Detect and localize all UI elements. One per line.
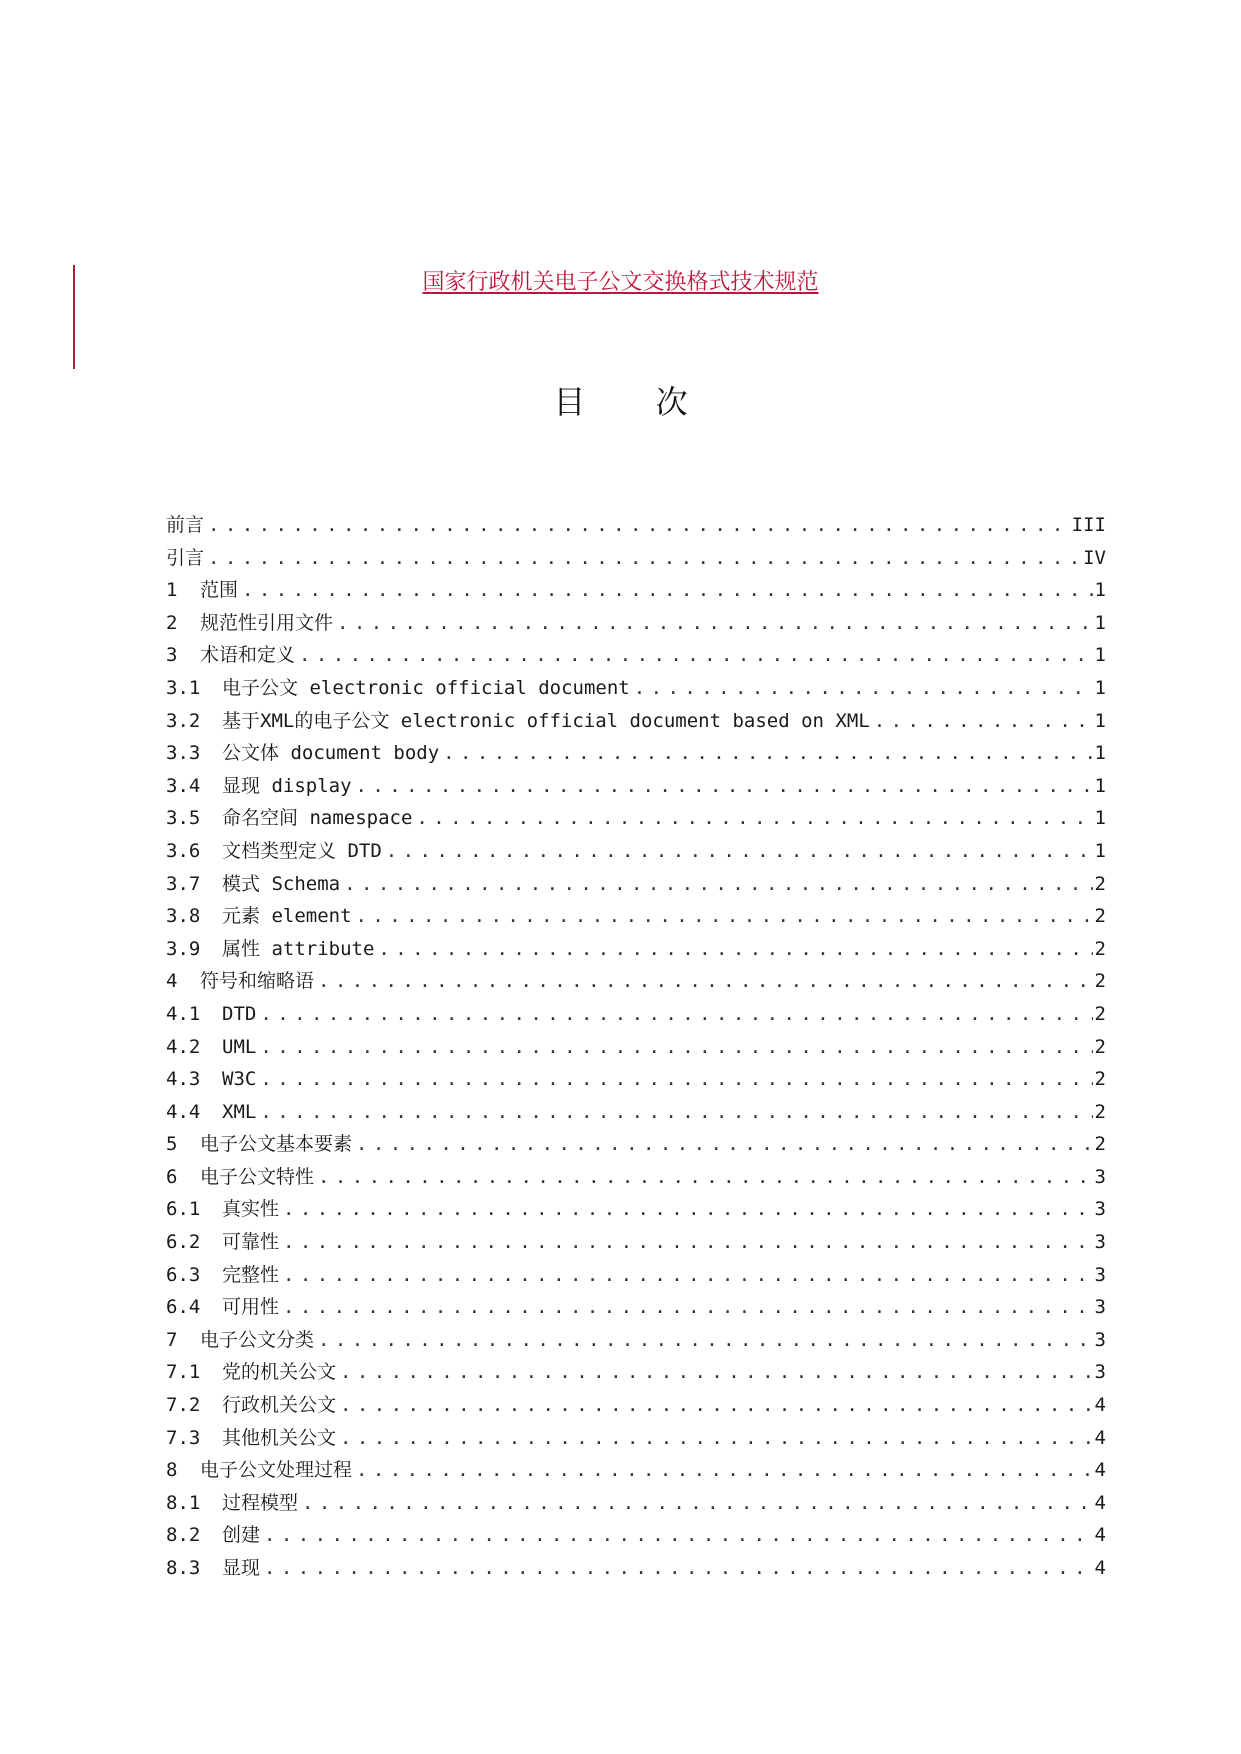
toc-dot-leader (318, 1161, 1093, 1194)
toc-entry[interactable] (166, 1291, 1106, 1324)
toc-dot-leader (340, 1422, 1093, 1455)
toc-entry-page-number: 2 (1094, 1035, 1106, 1058)
toc-entry-title: 引言 (166, 546, 205, 569)
toc-entry-number: 7.3 (166, 1426, 201, 1449)
toc-entry-page-number: 3 (1094, 1263, 1106, 1286)
toc-entry-title: UML (222, 1035, 257, 1058)
toc-dot-leader (260, 1063, 1092, 1096)
toc-entry[interactable] (166, 737, 1106, 770)
toc-entry-page-number: 1 (1094, 742, 1106, 765)
toc-entry[interactable] (166, 1422, 1106, 1455)
toc-entry-number: 5 (166, 1133, 178, 1156)
toc-dot-leader (208, 509, 1070, 542)
toc-entry[interactable] (166, 542, 1106, 575)
toc-entry-title: 符号和缩略语 (200, 970, 315, 993)
toc-entry-page-number: 1 (1094, 807, 1106, 830)
toc-entry-page-number: IV (1083, 546, 1106, 569)
toc-entry-number: 4.1 (166, 1002, 201, 1025)
toc-dot-leader (264, 1519, 1093, 1552)
toc-entry-number: 4.2 (166, 1035, 201, 1058)
toc-entry-page-number: 2 (1094, 1100, 1106, 1123)
toc-entry-number: 3.4 (166, 774, 201, 797)
toc-entry-title: 规范性引用文件 (200, 611, 334, 634)
toc-entry-page-number: 1 (1094, 676, 1106, 699)
toc-entry-number: 3.3 (166, 742, 201, 765)
toc-entry-title: 元素 element (222, 905, 352, 928)
toc-entry-title: 术语和定义 (200, 644, 296, 667)
toc-entry-title: 可靠性 (222, 1231, 280, 1254)
toc-entry-title: 前言 (166, 514, 205, 536)
toc-entry-number: 7.1 (166, 1361, 201, 1384)
toc-entry-page-number: 1 (1094, 774, 1106, 797)
toc-dot-leader (260, 998, 1092, 1031)
toc-entry-number: 6.4 (166, 1296, 201, 1319)
toc-entry-number: 3.9 (166, 937, 201, 960)
toc-entry-title: 其他机关公文 (222, 1426, 337, 1449)
toc-entry-number: 3.5 (166, 807, 201, 830)
toc-dot-leader (283, 1193, 1093, 1226)
toc-entry-number: 6.3 (166, 1263, 201, 1286)
toc-entry-page-number: 3 (1094, 1231, 1106, 1254)
toc-entry-number: 3.2 (166, 709, 201, 732)
toc-entry-title: 文档类型定义 DTD (222, 839, 382, 862)
toc-entry[interactable] (166, 802, 1106, 835)
toc-entry-title: 公文体 document body (222, 742, 440, 765)
toc-entry-page-number: 4 (1094, 1491, 1106, 1514)
toc-entry[interactable] (166, 1031, 1106, 1064)
toc-entry[interactable] (166, 900, 1106, 933)
toc-entry-title: 显现 display (222, 774, 352, 797)
toc-dot-leader (283, 1226, 1093, 1259)
toc-entry[interactable] (166, 705, 1106, 738)
toc-entry-page-number: 2 (1094, 970, 1106, 993)
toc-entry-number: 7 (166, 1328, 178, 1351)
toc-entry-title: 电子公文基本要素 (200, 1133, 353, 1156)
toc-entry[interactable] (166, 1193, 1106, 1226)
toc-entry-title: 范围 (200, 579, 239, 602)
toc-entry-page-number: 4 (1094, 1426, 1106, 1449)
toc-entry-page-number: 4 (1094, 1394, 1106, 1417)
toc-entry[interactable] (166, 1552, 1106, 1585)
toc-entry[interactable] (166, 835, 1106, 868)
toc-entry[interactable] (166, 1096, 1106, 1129)
toc-entry[interactable] (166, 770, 1106, 803)
toc-entry-page-number: 3 (1094, 1198, 1106, 1221)
toc-dot-leader (634, 672, 1093, 705)
toc-dot-leader (443, 737, 1092, 770)
toc-entry-page-number: 3 (1094, 1296, 1106, 1319)
toc-entry-title: 电子公文 electronic official document (222, 676, 630, 699)
toc-entry-number: 8.3 (166, 1557, 201, 1579)
toc-entry[interactable] (166, 965, 1106, 998)
toc-entry-number: 3.7 (166, 872, 201, 895)
toc-entry-number: 3.1 (166, 676, 201, 699)
toc-entry[interactable] (166, 1389, 1106, 1422)
toc-dot-leader (356, 770, 1093, 803)
toc-entry-page-number: 2 (1094, 1002, 1106, 1025)
toc-dot-leader (874, 705, 1093, 738)
toc-entry-title: 属性 attribute (222, 937, 375, 960)
toc-entry-title: DTD (222, 1002, 257, 1025)
toc-entry-page-number: 1 (1094, 611, 1106, 634)
toc-entry-title: 创建 (222, 1524, 261, 1547)
toc-entry-page-number: 2 (1094, 937, 1106, 960)
toc-entry[interactable] (166, 1128, 1106, 1161)
toc-entry-title: 完整性 (222, 1263, 280, 1286)
toc-entry[interactable] (166, 1161, 1106, 1194)
toc-entry-number: 8 (166, 1459, 178, 1482)
toc-dot-leader (283, 1291, 1093, 1324)
toc-entry-page-number: 2 (1094, 905, 1106, 928)
document-title-link[interactable]: 国家行政机关电子公文交换格式技术规范 (422, 270, 819, 295)
toc-entry-title: XML (222, 1100, 257, 1123)
toc-entry[interactable] (166, 1063, 1106, 1096)
toc-dot-leader (283, 1259, 1093, 1292)
toc-entry-number: 6 (166, 1165, 178, 1188)
toc-dot-leader (356, 1454, 1093, 1487)
toc-dot-leader (340, 1356, 1093, 1389)
toc-dot-leader (356, 1128, 1093, 1161)
toc-entry-title: 过程模型 (222, 1491, 299, 1514)
toc-entry[interactable] (166, 1356, 1106, 1389)
toc-entry-number: 1 (166, 579, 178, 602)
toc-entry-page-number: III (1071, 514, 1106, 536)
toc-entry-number: 4.4 (166, 1100, 201, 1123)
toc-entry-title: 党的机关公文 (222, 1361, 337, 1384)
toc-dot-leader (318, 965, 1093, 998)
toc-entry[interactable] (166, 1226, 1106, 1259)
toc-entry-title: 命名空间 namespace (222, 807, 413, 830)
toc-entry-number: 4 (166, 970, 178, 993)
toc-entry-title: 模式 Schema (222, 872, 341, 895)
toc-entry-title: 基于XML的电子公文 electronic official document based on XML (222, 709, 870, 732)
toc-entry-title: 电子公文特性 (200, 1165, 315, 1188)
toc-heading: 目 次 (553, 383, 718, 421)
toc-entry-page-number: 2 (1094, 872, 1106, 895)
toc-entry-page-number: 1 (1094, 644, 1106, 667)
toc-entry-title: 显现 (222, 1557, 261, 1579)
toc-entry-title: 真实性 (222, 1198, 280, 1221)
table-of-contents (166, 509, 1106, 1585)
toc-dot-leader (260, 1031, 1092, 1064)
toc-dot-leader (337, 607, 1093, 640)
toc-dot-leader (356, 900, 1093, 933)
toc-dot-leader (242, 574, 1093, 607)
toc-entry-page-number: 1 (1094, 579, 1106, 602)
toc-entry[interactable] (166, 607, 1106, 640)
toc-dot-leader (302, 1487, 1093, 1520)
toc-entry-page-number: 4 (1094, 1557, 1106, 1579)
toc-entry[interactable] (166, 998, 1106, 1031)
toc-entry-page-number: 1 (1094, 839, 1106, 862)
toc-entry[interactable] (166, 1324, 1106, 1357)
toc-entry-page-number: 2 (1094, 1068, 1106, 1091)
toc-entry-title: 可用性 (222, 1296, 280, 1319)
toc-dot-leader (318, 1324, 1093, 1357)
toc-entry-number: 6.2 (166, 1231, 201, 1254)
toc-entry-number: 6.1 (166, 1198, 201, 1221)
toc-entry-page-number: 4 (1094, 1459, 1106, 1482)
toc-entry-number: 7.2 (166, 1394, 201, 1417)
toc-dot-leader (416, 802, 1092, 835)
toc-entry-page-number: 1 (1094, 709, 1106, 732)
toc-entry-number: 3.6 (166, 839, 201, 862)
toc-entry-number: 8.2 (166, 1524, 201, 1547)
toc-entry[interactable] (166, 1454, 1106, 1487)
toc-entry-number: 8.1 (166, 1491, 201, 1514)
toc-entry[interactable] (166, 1259, 1106, 1292)
toc-entry-number: 2 (166, 611, 178, 634)
toc-entry-number: 3.8 (166, 905, 201, 928)
toc-entry-page-number: 2 (1094, 1133, 1106, 1156)
toc-entry[interactable] (166, 1519, 1106, 1552)
toc-entry-title: 电子公文处理过程 (200, 1459, 353, 1482)
toc-entry[interactable] (166, 639, 1106, 672)
toc-entry[interactable] (166, 672, 1106, 705)
toc-dot-leader (299, 639, 1093, 672)
toc-entry-page-number: 3 (1094, 1361, 1106, 1384)
toc-dot-leader (260, 1096, 1092, 1129)
toc-dot-leader (264, 1552, 1093, 1585)
toc-entry-page-number: 3 (1094, 1328, 1106, 1351)
toc-entry[interactable] (166, 868, 1106, 901)
toc-entry-page-number: 3 (1094, 1165, 1106, 1188)
toc-entry[interactable] (166, 933, 1106, 966)
toc-dot-leader (344, 868, 1092, 901)
toc-entry-number: 3 (166, 644, 178, 667)
toc-dot-leader (386, 835, 1093, 868)
toc-dot-leader (208, 542, 1081, 575)
toc-dot-leader (340, 1389, 1093, 1422)
toc-entry-title: 电子公文分类 (200, 1328, 315, 1351)
toc-entry[interactable] (166, 1487, 1106, 1520)
toc-entry-title: 行政机关公文 (222, 1394, 337, 1417)
toc-entry-number: 4.3 (166, 1068, 201, 1091)
toc-entry-page-number: 4 (1094, 1524, 1106, 1547)
toc-entry[interactable] (166, 509, 1106, 542)
toc-dot-leader (378, 933, 1092, 966)
toc-entry-title: W3C (222, 1068, 257, 1091)
toc-entry[interactable] (166, 574, 1106, 607)
